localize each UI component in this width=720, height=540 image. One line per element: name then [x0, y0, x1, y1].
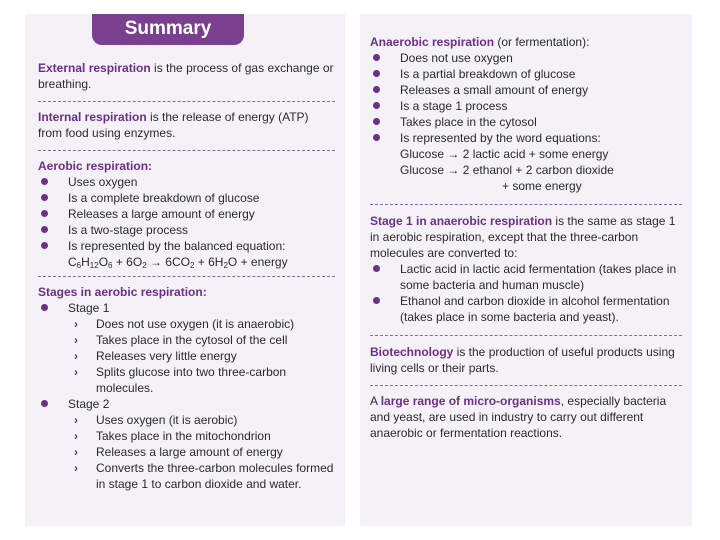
biotechnology-paragraph: Biotechnology is the production of useful products using living cells or their parts. — [370, 345, 675, 375]
list-item: Is represented by the balanced equation: — [38, 238, 335, 254]
list-item: Lactic acid in lactic acid fermentation (takes place in some bacteria and human muscle) — [370, 261, 682, 293]
stage2-sublist — [68, 412, 335, 492]
balanced-equation: $C_6H_{12}O_6 + 6O_2 \to 6CO_2 + 6H_2O$ + energy — [68, 255, 288, 270]
right-summary-panel — [360, 14, 692, 526]
list-item: Is a two-stage process — [38, 222, 335, 238]
word-equation-energy: + some energy — [502, 179, 582, 193]
micro-organisms-term: large range of micro-organisms — [380, 394, 561, 408]
anaerobic-list — [370, 50, 682, 146]
stages-heading: Stages in aerobic respiration: — [38, 285, 207, 299]
stage1-label: Stage 1 — [68, 301, 110, 315]
list-item: Is represented by the word equations: — [370, 130, 682, 146]
anaerobic-heading: Anaerobic respiration (or fermentation): — [370, 35, 590, 49]
stages-list — [38, 300, 335, 492]
list-item: › Releases very little energy — [68, 348, 335, 364]
left-summary-panel — [25, 14, 345, 526]
divider — [38, 276, 335, 277]
list-item: Does not use oxygen — [370, 50, 682, 66]
stage1-anaerobic-term: Stage 1 in anaerobic respiration — [370, 214, 553, 228]
biotechnology-term: Biotechnology — [370, 345, 454, 359]
stage1-item — [38, 300, 335, 396]
micro-organisms-paragraph: A large range of micro-organisms, especially bacteria and yeast, are used in industry to carry out different anaerobic or fermentation reactions. — [370, 394, 667, 440]
divider — [370, 335, 682, 336]
word-equation-ethanol: Glucose → 2 ethanol + 2 carbon dioxide — [400, 163, 614, 177]
anaerobic-term: Anaerobic respiration — [370, 35, 495, 49]
divider — [38, 150, 335, 151]
list-item: › Does not use oxygen (it is anaerobic) — [68, 316, 335, 332]
list-item: Is a stage 1 process — [370, 98, 682, 114]
list-item: Uses oxygen — [38, 174, 335, 190]
stage1-anaerobic-paragraph: Stage 1 in anaerobic respiration is the same as stage 1 in aerobic respiration, except that the three-carbon molecules are converted to: — [370, 214, 676, 260]
list-item: Is a complete breakdown of glucose — [38, 190, 335, 206]
list-item: › Releases a large amount of energy — [68, 444, 335, 460]
list-item: Ethanol and carbon dioxide in alcohol fermentation (takes place in some bacteria and yeast). — [370, 293, 682, 325]
aerobic-heading: Aerobic respiration: — [38, 159, 153, 173]
divider — [370, 204, 682, 205]
list-item: Is a partial breakdown of glucose — [370, 66, 682, 82]
aerobic-list — [38, 174, 335, 254]
stage2-label: Stage 2 — [68, 397, 110, 411]
list-item: › Uses oxygen (it is aerobic) — [68, 412, 335, 428]
list-item: Releases a small amount of energy — [370, 82, 682, 98]
internal-respiration-term: Internal respiration — [38, 110, 147, 124]
list-item: › Takes place in the mitochondrion — [68, 428, 335, 444]
stage2-item — [38, 396, 335, 492]
list-item: Takes place in the cytosol — [370, 114, 682, 130]
word-equation-lactic: Glucose → 2 lactic acid + some energy — [400, 147, 609, 161]
summary-title-tab: Summary — [92, 14, 244, 45]
list-item: Releases a large amount of energy — [38, 206, 335, 222]
external-respiration-term: External respiration — [38, 61, 151, 75]
fermentation-list — [370, 261, 682, 325]
list-item: › Converts the three-carbon molecules formed in stage 1 to carbon dioxide and water. — [68, 460, 335, 492]
list-item: › Splits glucose into two three-carbon molecules. — [68, 364, 335, 396]
list-item: › Takes place in the cytosol of the cell — [68, 332, 335, 348]
external-respiration-paragraph: External respiration is the process of gas exchange or breathing. — [38, 61, 334, 91]
internal-respiration-paragraph: Internal respiration is the release of energy (ATP) from food using enzymes. — [38, 110, 309, 140]
divider — [38, 101, 335, 102]
stage1-sublist — [68, 316, 335, 396]
divider — [370, 385, 682, 386]
